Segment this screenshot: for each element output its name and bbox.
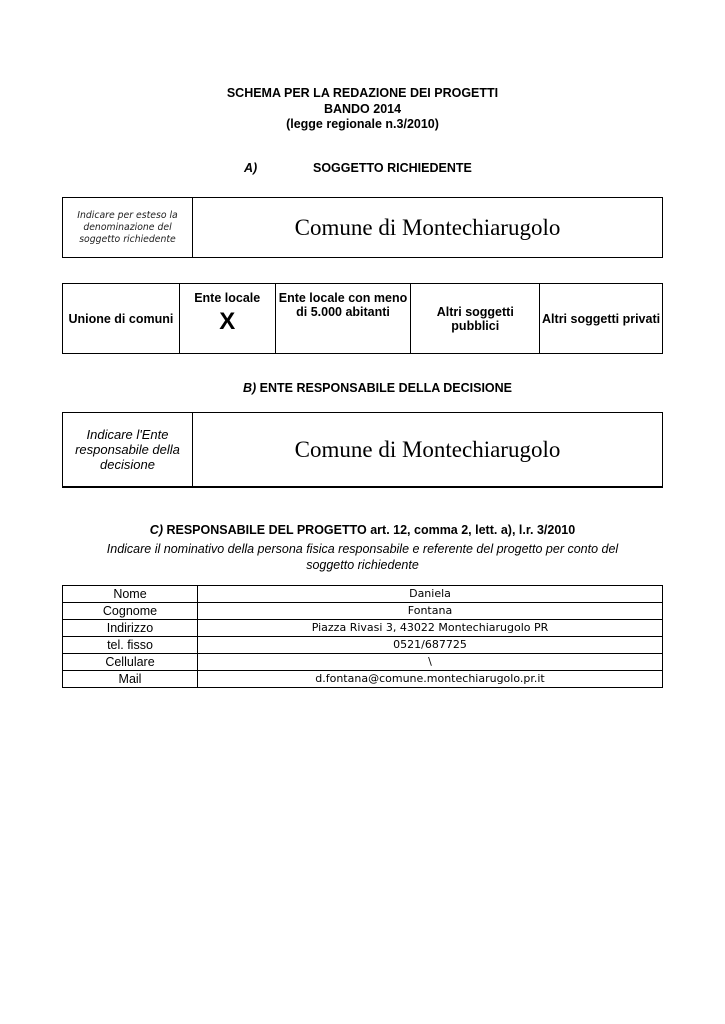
decision-value: Comune di Montechiarugolo	[193, 413, 663, 488]
contact-label: Nome	[63, 586, 198, 603]
contact-value: Piazza Rivasi 3, 43022 Montechiarugolo PR	[198, 620, 663, 637]
contact-value: Daniela	[198, 586, 663, 603]
header-bando: BANDO 2014	[323, 101, 402, 116]
selected-mark: X	[219, 308, 236, 335]
contact-row	[63, 586, 663, 603]
section-c-heading	[0, 523, 725, 537]
contact-row	[63, 603, 663, 620]
applicant-table	[62, 197, 663, 258]
contact-row	[63, 637, 663, 654]
applicant-value: Comune di Montechiarugolo	[193, 198, 663, 258]
section-c-letter: C)	[149, 523, 163, 537]
contact-label: tel. fisso	[63, 637, 198, 654]
section-b-heading	[0, 381, 725, 395]
contact-value: d.fontana@comune.montechiarugolo.pr.it	[198, 671, 663, 688]
contact-label: Cognome	[63, 603, 198, 620]
section-a-letter: A)	[244, 161, 258, 175]
applicant-hint: Indicare per esteso la denominazione del soggetto richiedente	[63, 198, 193, 258]
contact-table	[62, 585, 663, 688]
contact-row	[63, 671, 663, 688]
entity-type-altri-pubblici: Altri soggetti pubblici	[411, 284, 540, 354]
entity-type-altri-privati: Altri soggetti privati	[540, 284, 663, 354]
entity-type-ente-locale: Ente locale X	[179, 284, 275, 354]
contact-label: Indirizzo	[63, 620, 198, 637]
contact-value: 0521/687725	[198, 637, 663, 654]
contact-row	[63, 620, 663, 637]
section-b-letter: B)	[242, 381, 257, 395]
document-header	[0, 86, 725, 133]
decision-entity-table	[62, 412, 663, 488]
contact-label: Cellulare	[63, 654, 198, 671]
entity-type-unione: Unione di comuni	[63, 284, 180, 354]
entity-type-table	[62, 283, 663, 354]
contact-value: Fontana	[198, 603, 663, 620]
decision-hint: Indicare l'Ente responsabile della decisione	[63, 413, 193, 488]
header-title: SCHEMA PER LA REDAZIONE DEI PROGETTI	[226, 86, 499, 100]
contact-label: Mail	[63, 671, 198, 688]
section-c-note: Indicare il nominativo della persona fisica responsabile e referente del progetto per conto del soggetto richiedente	[106, 542, 619, 572]
header-law: (legge regionale n.3/2010)	[286, 117, 439, 131]
section-b-title: ENTE RESPONSABILE DELLA DECISIONE	[259, 381, 513, 395]
section-a-title: SOGGETTO RICHIEDENTE	[313, 161, 472, 175]
section-c-title: RESPONSABILE DEL PROGETTO art. 12, comma 2, lett. a), l.r. 3/2010	[166, 523, 576, 537]
contact-row	[63, 654, 663, 671]
entity-type-ente-piccolo: Ente locale con meno di 5.000 abitanti	[275, 284, 411, 354]
contact-value: \	[198, 654, 663, 671]
